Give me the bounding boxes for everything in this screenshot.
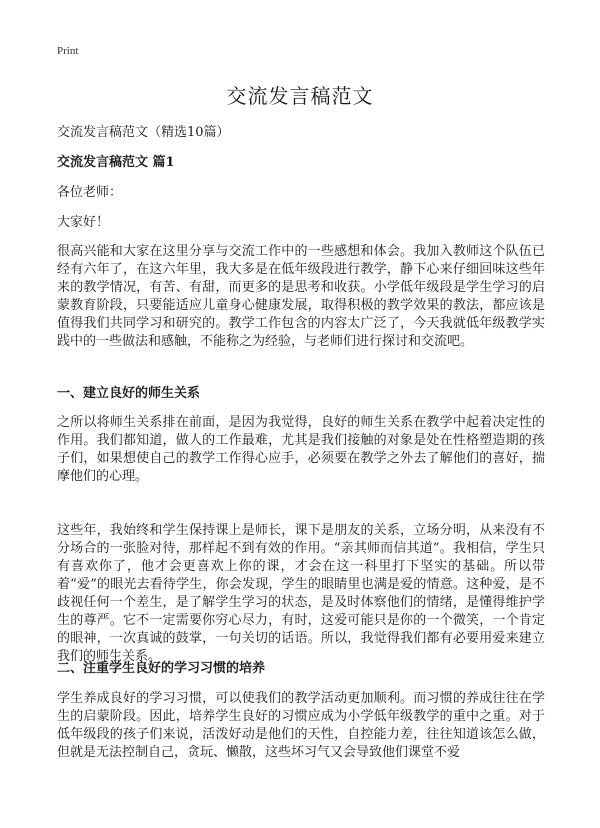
heading-teacher-student-relationship: 一、建立良好的师生关系 — [57, 386, 201, 401]
greeting-hello: 大家好！ — [57, 215, 110, 230]
paragraph-relationship-practice: 这些年，我始终和学生保持课上是师长，课下是朋友的关系，立场分明，从来没有不分场合的一张脸对待，那样起不到有效的作用。“亲其师而信其道”。我相信，学生只有喜欢你了，他才会更喜欢上你的课，才会在这一科里打下坚实的基础。所以带着“爱”的眼光去看待学生，你会发现，学生的眼睛里也满是爱的情意。这种爱，是不歧视任何一个差生，是了解学生学习的状态，是及时体察他们的情绪，是懂得维护学生的尊严。它不一定需要你穷心尽力，有时，这爱可能只是你的一个微笑，一个肯定的眼神，一次真诚的鼓掌，一句关切的话语。所以，我觉得我们都有必要用爱来建立我们的师生关系。 — [57, 523, 545, 664]
heading-study-habits: 二、注重学生良好的学习习惯的培养 — [57, 661, 266, 676]
paragraph-study-habits: 学生养成良好的学习习惯，可以使我们的教学活动更加顺利。而习惯的养成往往在学生的启蒙阶段。因此，培养学生良好的习惯应成为小学低年级教学的重中之重。对于低年级段的孩子们来说，活泼好动是他们的天性，自控能力差，往往知道该怎么做，但就是无法控制自己，贪玩、懒散，这些坏习气又会导致他们课堂不爱 — [57, 691, 545, 760]
section-title: 交流发言稿范文 篇1 — [57, 155, 175, 170]
print-label[interactable]: Print — [57, 45, 79, 57]
paragraph-relationship-importance: 之所以将师生关系排在前面，是因为我觉得，良好的师生关系在教学中起着决定性的作用。我们都知道，做人的工作最难，尤其是我们接触的对象是处在性格塑造期的孩子们，如果想使自己的教学工作得心应手，必须要在教学之外去了解他们的喜好，揣摩他们的心理。 — [57, 415, 545, 484]
paragraph-intro: 很高兴能和大家在这里分享与交流工作中的一些感想和体会。我加入教师这个队伍已经有六年了，在这六年里，我大多是在低年级段进行教学，静下心来仔细回味这些年来的教学情况，有苦、有甜，而更多的是思考和收获。小学低年级段是学生学习的启蒙教育阶段，只要能适应儿童身心健康发展，取得积极的教学效果的教法，都应该是值得我们共同学习和研究的。教学工作包含的内容太广泛了，今天我就低年级教学实践中的一些做法和感触，不能称之为经验，与老师们进行探讨和交流吧。 — [57, 244, 545, 349]
greeting-salutation: 各位老师： — [57, 185, 123, 200]
document-subtitle: 交流发言稿范文（精选10篇） — [57, 125, 230, 140]
page-title: 交流发言稿范文 — [226, 84, 374, 108]
